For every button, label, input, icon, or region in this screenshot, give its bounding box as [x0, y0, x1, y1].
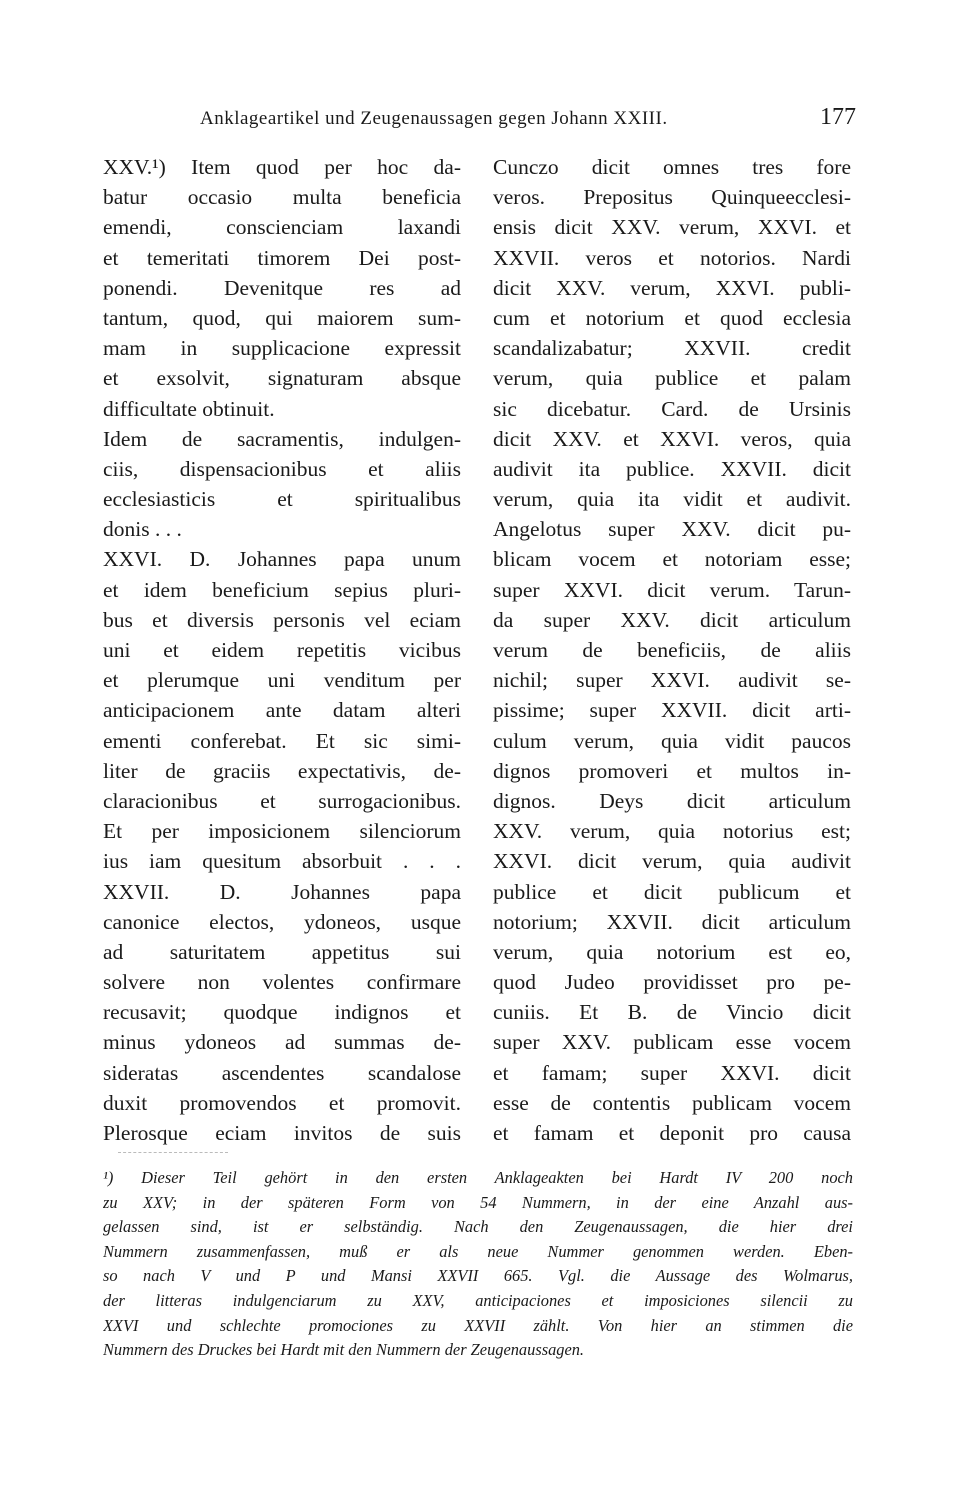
- text-line: culum verum, quia vidit paucos: [493, 728, 851, 753]
- text-line: dignos. Deys dicit articulum: [493, 788, 851, 813]
- text-line: liter de graciis expectativis, de-: [103, 758, 461, 783]
- text-line: audivit ita publice. XXVII. dicit: [493, 456, 851, 481]
- text-line: verum de beneficiis, de aliis: [493, 638, 851, 662]
- text-line: et famam et deponit pro causa: [493, 1121, 851, 1145]
- footnote-line: ¹) Dieser Teil gehört in den ersten Anklageakten bei Hardt IV 200 noch: [103, 1168, 853, 1187]
- text-line: minus ydoneos ad summas de-: [103, 1030, 461, 1055]
- footnote-line: zu XXV; in der späteren Form von 54 Nummern, in der eine Anzahl aus-: [103, 1192, 853, 1212]
- text-line: uni et eidem repetitis vicibus: [103, 638, 461, 662]
- text-line: et famam; super XXVI. dicit: [493, 1060, 851, 1085]
- text-line: tantum, quod, qui maiorem sum-: [103, 305, 461, 330]
- text-line: et temeritati timorem Dei post-: [103, 245, 461, 270]
- running-header: [200, 104, 856, 140]
- text-line: canonice electos, ydoneos, usque: [103, 909, 461, 934]
- footnote: [103, 1166, 853, 1363]
- left-column: [103, 152, 461, 1148]
- text-line: dicit XXV. et XXVI. veros, quia: [493, 426, 851, 451]
- text-line: ponendi. Devenitque res ad: [103, 275, 461, 300]
- text-line: nichil; super XXVI. audivit se-: [493, 668, 851, 693]
- footnote-separator: [118, 1152, 228, 1153]
- text-line: solvere non volentes confirmare: [103, 970, 461, 995]
- text-line: super XXV. publicam esse vocem: [493, 1030, 851, 1055]
- text-line: super XXVI. dicit verum. Tarun-: [493, 577, 851, 602]
- text-line: veros. Prepositus Quinqueecclesi-: [493, 185, 851, 210]
- text-line: XXV.¹) Item quod per hoc da-: [103, 155, 461, 179]
- text-line: cuniis. Et B. de Vincio dicit: [493, 1000, 851, 1025]
- text-line: notorium; XXVII. dicit articulum: [493, 909, 851, 934]
- text-line: donis . . .: [103, 517, 182, 542]
- text-line: et plerumque uni venditum per: [103, 668, 461, 693]
- text-line: duxit promovendos et promovit.: [103, 1090, 461, 1115]
- text-line: quod Judeo providisset pro pe-: [493, 970, 851, 995]
- text-line: da super XXV. dicit articulum: [493, 607, 851, 632]
- footnote-line: Nummern des Druckes bei Hardt mit den Nummern der Zeugenaussagen.: [103, 1340, 585, 1360]
- footnote-line: gelassen sind, ist er selbständig. Nach den Zeugenaussagen, die hier drei: [103, 1217, 853, 1237]
- text-line: verum, quia publice et palam: [493, 366, 851, 391]
- footnote-line: Nummern zusammenfassen, muß er als neue Nummer genommen werden. Eben-: [103, 1241, 853, 1261]
- text-line: difficultate obtinuit.: [103, 396, 275, 421]
- text-line: anticipacionem ante datam alteri: [103, 698, 461, 723]
- text-line: et exsolvit, signaturam absque: [103, 366, 461, 391]
- text-line: emendi, conscienciam laxandi: [103, 215, 461, 240]
- text-line: XXVII. D. Johannes papa: [103, 879, 461, 904]
- text-line: dignos promoveri et multos in-: [493, 758, 851, 783]
- text-line: Idem de sacramentis, indulgen-: [103, 426, 461, 451]
- text-line: sic dicebatur. Card. de Ursinis: [493, 396, 851, 421]
- text-line: ensis dicit XXV. verum, XXVI. et: [493, 215, 851, 240]
- text-line: cum et notorium et quod ecclesia: [493, 305, 851, 330]
- text-line: publice et dicit publicum et: [493, 879, 851, 904]
- text-line: XXVI. D. Johannes papa unum: [103, 547, 461, 572]
- text-line: ius iam quesitum absorbuit . . .: [103, 849, 461, 874]
- text-line: sideratas ascendentes scandalose: [103, 1060, 461, 1085]
- text-line: ecclesiasticis et spiritualibus: [103, 487, 461, 512]
- text-line: Cunczo dicit omnes tres fore: [493, 155, 851, 179]
- footnote-line: der litteras indulgenciarum zu XXV, anticipaciones et imposiciones silencii zu: [103, 1290, 853, 1310]
- running-title: Anklageartikel und Zeugenaussagen gegen Johann XXIII.: [200, 108, 668, 129]
- text-line: Angelotus super XXV. dicit pu-: [493, 517, 851, 542]
- text-line: recusavit; quodque indignos et: [103, 1000, 461, 1025]
- text-line: esse de contentis publicam vocem: [493, 1090, 851, 1115]
- text-line: pissime; super XXVII. dicit arti-: [493, 698, 851, 723]
- text-line: ad saturitatem appetitus sui: [103, 939, 461, 964]
- text-line: dicit XXV. verum, XXVI. publi-: [493, 275, 851, 300]
- text-line: blicam vocem et notoriam esse;: [493, 547, 851, 572]
- text-line: et idem beneficium sepius pluri-: [103, 577, 461, 602]
- text-line: bus et diversis personis vel eciam: [103, 607, 461, 632]
- footnote-line: so nach V und P und Mansi XXVII 665. Vgl. die Aussage des Wolmarus,: [103, 1266, 853, 1286]
- text-line: XXVI. dicit verum, quia audivit: [493, 849, 851, 874]
- text-line: ciis, dispensacionibus et aliis: [103, 456, 461, 481]
- text-line: mam in supplicacione expressit: [103, 336, 461, 361]
- footnote-line: XXVI und schlechte promociones zu XXVII zählt. Von hier an stimmen die: [103, 1315, 853, 1335]
- text-line: Plerosque eciam invitos de suis: [103, 1121, 461, 1145]
- text-line: batur occasio multa beneficia: [103, 185, 461, 210]
- text-line: ementi conferebat. Et sic simi-: [103, 728, 461, 753]
- text-line: Et per imposicionem silenciorum: [103, 819, 461, 844]
- text-line: verum, quia ita vidit et audivit.: [493, 487, 851, 512]
- page-number: 177: [820, 104, 856, 130]
- text-line: scandalizabatur; XXVII. credit: [493, 336, 851, 361]
- right-column: [493, 152, 851, 1148]
- text-line: claracionibus et surrogacionibus.: [103, 788, 461, 813]
- text-line: XXV. verum, quia notorius est;: [493, 819, 851, 844]
- text-line: verum, quia notorium est eo,: [493, 939, 851, 964]
- text-line: XXVII. veros et notorios. Nardi: [493, 245, 851, 270]
